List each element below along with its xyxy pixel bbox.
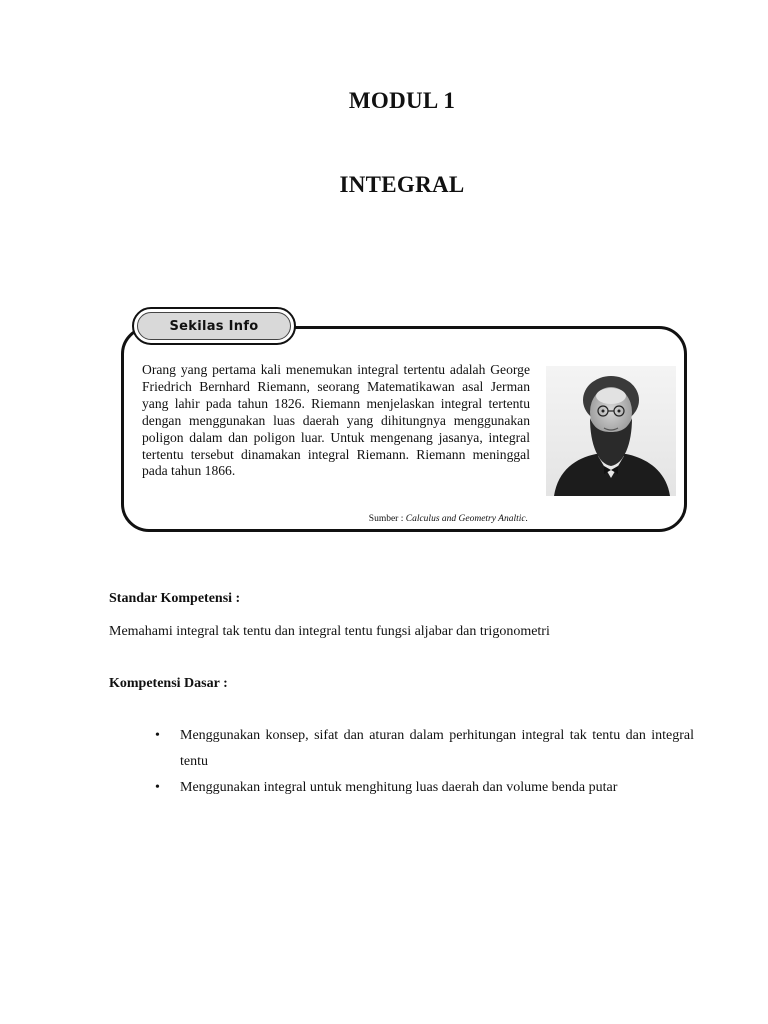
info-source (300, 514, 528, 524)
info-source-prefix: Sumber : (368, 514, 406, 524)
standar-kompetensi-heading: Standar Kompetensi : (109, 591, 241, 606)
kompetensi-dasar-heading: Kompetensi Dasar : (109, 676, 228, 691)
portrait-illustration (546, 366, 676, 496)
bullet-icon: • (155, 780, 160, 795)
bullet-icon: • (155, 728, 160, 743)
kompetensi-dasar-list (152, 723, 694, 801)
standar-kompetensi-text: Memahami integral tak tentu dan integral tentu fungsi aljabar dan trigonometri (109, 624, 550, 639)
list-item-text: Menggunakan integral untuk menghitung luas daerah dan volume benda putar (180, 780, 618, 795)
list-item (152, 723, 694, 775)
info-tab (132, 307, 296, 345)
info-tab-label: Sekilas Info (137, 312, 291, 340)
info-body-text: Orang yang pertama kali menemukan integral tertentu adalah George Friedrich Bernhard Riemann, seorang Matematikawan asal Jerman yang lahir pada tahun 1826. Riemann menjelaskan integral tertentu dengan menggunakan luas daerah yang dihitungnya menggunakan poligon dalam dan poligon luar. Untuk mengenang jasanya, integral tertentu tersebut dinamakan integral Riemann. Riemann meninggal pada tahun 1866. (142, 362, 530, 479)
module-title: MODUL 1 (348, 88, 456, 113)
riemann-portrait (546, 366, 676, 496)
chapter-title: INTEGRAL (339, 172, 465, 197)
list-item (152, 775, 694, 801)
list-item-text: Menggunakan konsep, sifat dan aturan dalam perhitungan integral tak tentu dan integral tentu (180, 728, 694, 769)
info-source-title: Calculus and Geometry Analtic. (405, 514, 528, 524)
